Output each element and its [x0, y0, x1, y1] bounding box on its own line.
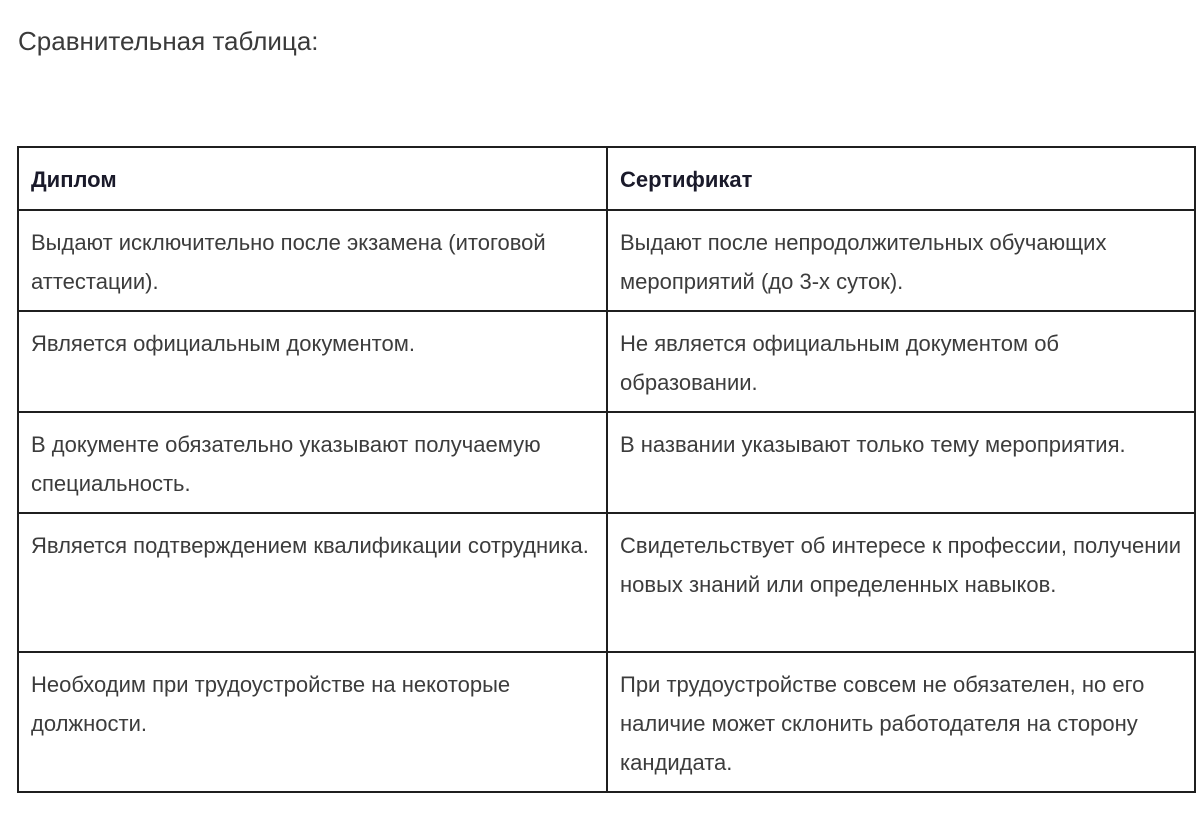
column-header-certificate: Сертификат — [607, 147, 1195, 210]
table-header-row — [18, 147, 1195, 210]
table-row — [18, 412, 1195, 513]
table-cell-diploma: Является официальным документом. — [18, 311, 607, 412]
table-row — [18, 311, 1195, 412]
column-header-diploma: Диплом — [18, 147, 607, 210]
table-cell-certificate: При трудоустройстве совсем не обязателен, но его наличие может склонить работодателя на сторону кандидата. — [607, 652, 1195, 792]
table-row — [18, 513, 1195, 652]
comparison-table — [17, 146, 1196, 793]
table-cell-diploma: Является подтверждением квалификации сотрудника. — [18, 513, 607, 652]
table-row — [18, 210, 1195, 311]
table-cell-certificate: Свидетельствует об интересе к профессии, получении новых знаний или определенных навыков. — [607, 513, 1195, 652]
table-cell-certificate: Не является официальным документом об образовании. — [607, 311, 1195, 412]
table-body — [18, 210, 1195, 792]
table-cell-diploma: Выдают исключительно после экзамена (итоговой аттестации). — [18, 210, 607, 311]
table-cell-certificate: В названии указывают только тему мероприятия. — [607, 412, 1195, 513]
intro-text: Сравнительная таблица: — [18, 26, 319, 56]
table-cell-certificate: Выдают после непродолжительных обучающих мероприятий (до 3-х суток). — [607, 210, 1195, 311]
table-cell-diploma: В документе обязательно указывают получаемую специальность. — [18, 412, 607, 513]
table-row — [18, 652, 1195, 792]
table-header — [18, 147, 1195, 210]
table-cell-diploma: Необходим при трудоустройстве на некоторые должности. — [18, 652, 607, 792]
